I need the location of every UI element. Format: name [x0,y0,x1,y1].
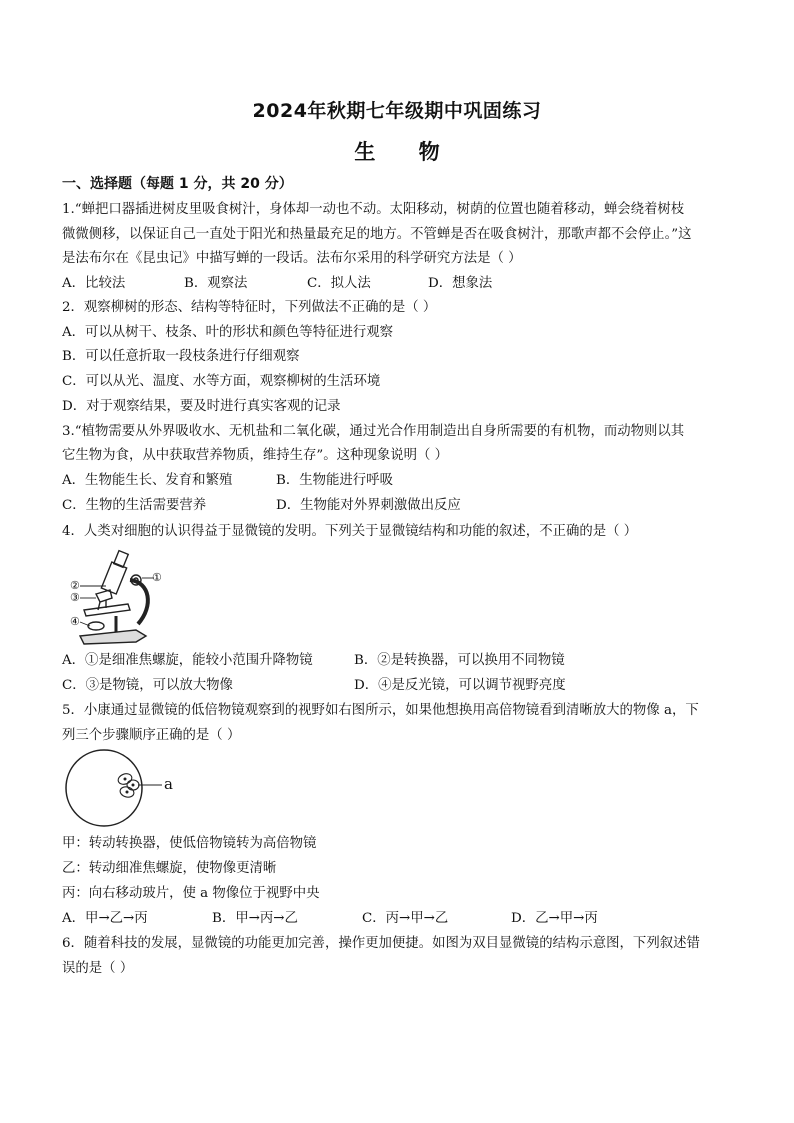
q5-step-1: 甲：转动转换器，使低倍物镜转为高倍物镜 [62,836,317,851]
q1-line-2: 微微侧移，以保证自己一直处于阳光和热量最充足的地方。不管蝉是否在吸食树汁，那歌声都不会停止。”这 [62,227,692,242]
q1-line-3: 是法布尔在《昆虫记》中描写蝉的一段话。法布尔采用的科学研究方法是（ ） [62,251,522,266]
q1-option-b: B．观察法 [184,276,248,291]
q1-option-d: D．想象法 [428,276,493,291]
exam-title: 2024年秋期七年级期中巩固练习 [252,100,542,122]
q3-line-2: 它生物为食，从中获取营养物质，维持生存”。这种现象说明（ ） [62,448,449,463]
q5-line-2: 列三个步骤顺序正确的是（ ） [62,728,241,743]
q5-step-3: 丙：向右移动玻片，使 a 物像位于视野中央 [62,886,320,901]
q4-option-c: C．③是物镜，可以放大物像 [62,678,233,693]
q5-option-c: C．丙→甲→乙 [362,911,449,926]
q6-line-1: 6．随着科技的发展，显微镜的功能更加完善，操作更加便捷。如图为双目显微镜的结构示意图，下列叙述错 [62,936,700,951]
q3-option-a: A．生物能生长、发育和繁殖 [62,473,233,488]
q1-line-1: 1.“蝉把口器插进树皮里吸食树汁，身体却一动也不动。太阳移动，树荫的位置也随着移动，蝉会绕着树枝 [62,202,685,217]
q1-option-a: A．比较法 [62,276,126,291]
q4-option-a: A．①是细准焦螺旋，能较小范围升降物镜 [62,653,313,668]
q5-option-a: A．甲→乙→丙 [62,911,148,926]
microscope-figure [66,546,170,646]
q4-stem: 4．人类对细胞的认识得益于显微镜的发明。下列关于显微镜结构和功能的叙述，不正确的是（ ） [62,524,638,539]
q5-option-b: B．甲→丙→乙 [212,911,298,926]
q2-option-d: D．对于观察结果，要及时进行真实客观的记录 [62,399,341,414]
q3-line-1: 3.“植物需要从外界吸收水、无机盐和二氧化碳，通过光合作用制造出自身所需要的有机物，而动物则以其 [62,424,685,439]
q3-option-b: B．生物能进行呼吸 [276,473,393,488]
q2-option-c: C．可以从光、温度、水等方面，观察柳树的生活环境 [62,374,381,389]
q2-option-b: B．可以任意折取一段枝条进行仔细观察 [62,349,300,364]
figure-label-a: a [164,775,173,793]
q5-step-2: 乙：转动细准焦螺旋，使物像更清晰 [62,861,277,876]
subject-title: 生 物 [354,140,458,164]
q5-line-1: 5．小康通过显微镜的低倍物镜观察到的视野如右图所示，如果他想换用高倍物镜看到清晰放大的物像 a，下 [62,703,699,718]
q4-option-d: D．④是反光镜，可以调节视野亮度 [354,678,566,693]
q2-option-a: A．可以从树干、枝条、叶的形状和颜色等特征进行观察 [62,325,394,340]
figure-label-2: ② [70,579,80,592]
section-heading: 一、选择题（每题 1 分，共 20 分） [62,176,293,192]
q2-stem: 2．观察柳树的形态、结构等特征时，下列做法不正确的是（ ） [62,300,437,315]
figure-label-3: ③ [70,591,80,604]
q3-option-d: D．生物能对外界刺激做出反应 [276,498,461,513]
q6-line-2: 误的是（ ） [62,961,134,976]
q4-option-b: B．②是转换器，可以换用不同物镜 [354,653,565,668]
q5-option-d: D．乙→甲→丙 [511,911,598,926]
q1-option-c: C．拟人法 [307,276,371,291]
figure-label-1: ① [152,571,162,584]
figure-label-4: ④ [70,615,80,628]
q3-option-c: C．生物的生活需要营养 [62,498,207,513]
